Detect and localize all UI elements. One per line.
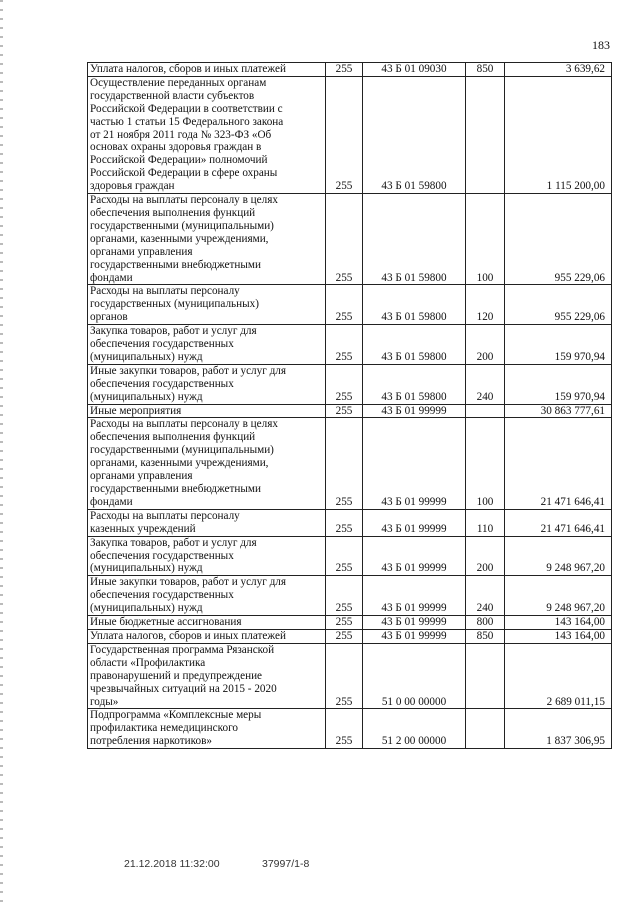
expense-type-cell: 200 xyxy=(466,325,505,365)
table-row xyxy=(88,418,612,509)
budget-table xyxy=(87,62,612,749)
target-article-cell: 43 Б 01 99999 xyxy=(363,616,466,630)
grbs-code-cell: 255 xyxy=(326,616,363,630)
grbs-code-cell: 255 xyxy=(326,76,363,193)
table-row xyxy=(88,616,612,630)
amount-cell: 159 970,94 xyxy=(505,325,612,365)
expense-name-cell: Закупка товаров, работ и услуг для обеспечения государственных (муниципальных) нужд xyxy=(88,325,326,365)
grbs-code-cell: 255 xyxy=(326,63,363,77)
expense-name-cell: Уплата налогов, сборов и иных платежей xyxy=(88,629,326,643)
expense-type-cell xyxy=(466,643,505,709)
table-row xyxy=(88,509,612,536)
target-article-cell: 43 Б 01 59800 xyxy=(363,364,466,404)
target-article-cell: 43 Б 01 59800 xyxy=(363,325,466,365)
expense-type-cell: 800 xyxy=(466,616,505,630)
expense-name-cell: Государственная программа Рязанской области «Профилактика правонарушений и предупреждение чрезвычайных ситуаций на 2015 - 2020 годы» xyxy=(88,643,326,709)
table-row xyxy=(88,709,612,749)
expense-name-cell: Подпрограмма «Комплексные меры профилактика немедицинского потребления наркотиков» xyxy=(88,709,326,749)
expense-name-cell: Уплата налогов, сборов и иных платежей xyxy=(88,63,326,77)
amount-cell: 21 471 646,41 xyxy=(505,418,612,509)
target-article-cell: 43 Б 01 99999 xyxy=(363,536,466,576)
expense-type-cell xyxy=(466,404,505,418)
expense-type-cell: 240 xyxy=(466,576,505,616)
expense-type-cell: 120 xyxy=(466,285,505,325)
table-row xyxy=(88,325,612,365)
expense-name-cell: Осуществление переданных органам государственной власти субъектов Российской Федерации в соответствии с частью 1 статьи 15 Федерального закона от 21 ноября 2011 года № 323-ФЗ «Об основах охраны здоровья граждан в Российской Федерации» полномочий Российской Федерации в сфере охраны здоровья граждан xyxy=(88,76,326,193)
expense-name-cell: Иные бюджетные ассигнования xyxy=(88,616,326,630)
table-row xyxy=(88,404,612,418)
expense-type-cell: 850 xyxy=(466,63,505,77)
table-row xyxy=(88,76,612,193)
table-row xyxy=(88,629,612,643)
expense-name-cell: Расходы на выплаты персоналу в целях обеспечения выполнения функций государственными (муниципальными) органами, казенными учреждениями, органами управления государственными внебюджетными фондами xyxy=(88,418,326,509)
table-row xyxy=(88,285,612,325)
expense-type-cell: 100 xyxy=(466,418,505,509)
amount-cell: 1 837 306,95 xyxy=(505,709,612,749)
grbs-code-cell: 255 xyxy=(326,576,363,616)
target-article-cell: 51 2 00 00000 xyxy=(363,709,466,749)
target-article-cell: 51 0 00 00000 xyxy=(363,643,466,709)
amount-cell: 21 471 646,41 xyxy=(505,509,612,536)
grbs-code-cell: 255 xyxy=(326,709,363,749)
table-row xyxy=(88,63,612,77)
target-article-cell: 43 Б 01 99999 xyxy=(363,509,466,536)
expense-type-cell: 100 xyxy=(466,194,505,285)
amount-cell: 9 248 967,20 xyxy=(505,536,612,576)
footer-datetime: 21.12.2018 11:32:00 xyxy=(124,858,220,870)
amount-cell: 143 164,00 xyxy=(505,616,612,630)
grbs-code-cell: 255 xyxy=(326,418,363,509)
amount-cell: 143 164,00 xyxy=(505,629,612,643)
grbs-code-cell: 255 xyxy=(326,629,363,643)
expense-name-cell: Расходы на выплаты персоналу в целях обеспечения выполнения функций государственными (муниципальными) органами, казенными учреждениями, органами управления государственными внебюджетными фондами xyxy=(88,194,326,285)
expense-name-cell: Закупка товаров, работ и услуг для обеспечения государственных (муниципальных) нужд xyxy=(88,536,326,576)
grbs-code-cell: 255 xyxy=(326,536,363,576)
amount-cell: 1 115 200,00 xyxy=(505,76,612,193)
target-article-cell: 43 Б 01 59800 xyxy=(363,76,466,193)
budget-table-body xyxy=(88,63,612,749)
page-number: 183 xyxy=(592,38,610,52)
amount-cell: 955 229,06 xyxy=(505,285,612,325)
grbs-code-cell: 255 xyxy=(326,509,363,536)
table-row xyxy=(88,364,612,404)
amount-cell: 955 229,06 xyxy=(505,194,612,285)
target-article-cell: 43 Б 01 99999 xyxy=(363,576,466,616)
expense-name-cell: Иные мероприятия xyxy=(88,404,326,418)
target-article-cell: 43 Б 01 99999 xyxy=(363,404,466,418)
expense-type-cell: 200 xyxy=(466,536,505,576)
expense-name-cell: Иные закупки товаров, работ и услуг для обеспечения государственных (муниципальных) нужд xyxy=(88,576,326,616)
expense-type-cell: 850 xyxy=(466,629,505,643)
table-row xyxy=(88,643,612,709)
expense-name-cell: Расходы на выплаты персоналу казенных учреждений xyxy=(88,509,326,536)
grbs-code-cell: 255 xyxy=(326,325,363,365)
expense-type-cell xyxy=(466,76,505,193)
grbs-code-cell: 255 xyxy=(326,285,363,325)
scan-edge-marks xyxy=(0,0,3,905)
amount-cell: 3 639,62 xyxy=(505,63,612,77)
expense-name-cell: Иные закупки товаров, работ и услуг для обеспечения государственных (муниципальных) нужд xyxy=(88,364,326,404)
expense-type-cell xyxy=(466,709,505,749)
target-article-cell: 43 Б 01 59800 xyxy=(363,285,466,325)
table-row xyxy=(88,194,612,285)
amount-cell: 159 970,94 xyxy=(505,364,612,404)
amount-cell: 9 248 967,20 xyxy=(505,576,612,616)
grbs-code-cell: 255 xyxy=(326,194,363,285)
expense-name-cell: Расходы на выплаты персоналу государственных (муниципальных) органов xyxy=(88,285,326,325)
target-article-cell: 43 Б 01 09030 xyxy=(363,63,466,77)
target-article-cell: 43 Б 01 99999 xyxy=(363,418,466,509)
footer-document-code: 37997/1-8 xyxy=(262,858,310,870)
amount-cell: 2 689 011,15 xyxy=(505,643,612,709)
table-row xyxy=(88,576,612,616)
amount-cell: 30 863 777,61 xyxy=(505,404,612,418)
grbs-code-cell: 255 xyxy=(326,364,363,404)
expense-type-cell: 110 xyxy=(466,509,505,536)
table-row xyxy=(88,536,612,576)
grbs-code-cell: 255 xyxy=(326,643,363,709)
target-article-cell: 43 Б 01 59800 xyxy=(363,194,466,285)
grbs-code-cell: 255 xyxy=(326,404,363,418)
expense-type-cell: 240 xyxy=(466,364,505,404)
target-article-cell: 43 Б 01 99999 xyxy=(363,629,466,643)
